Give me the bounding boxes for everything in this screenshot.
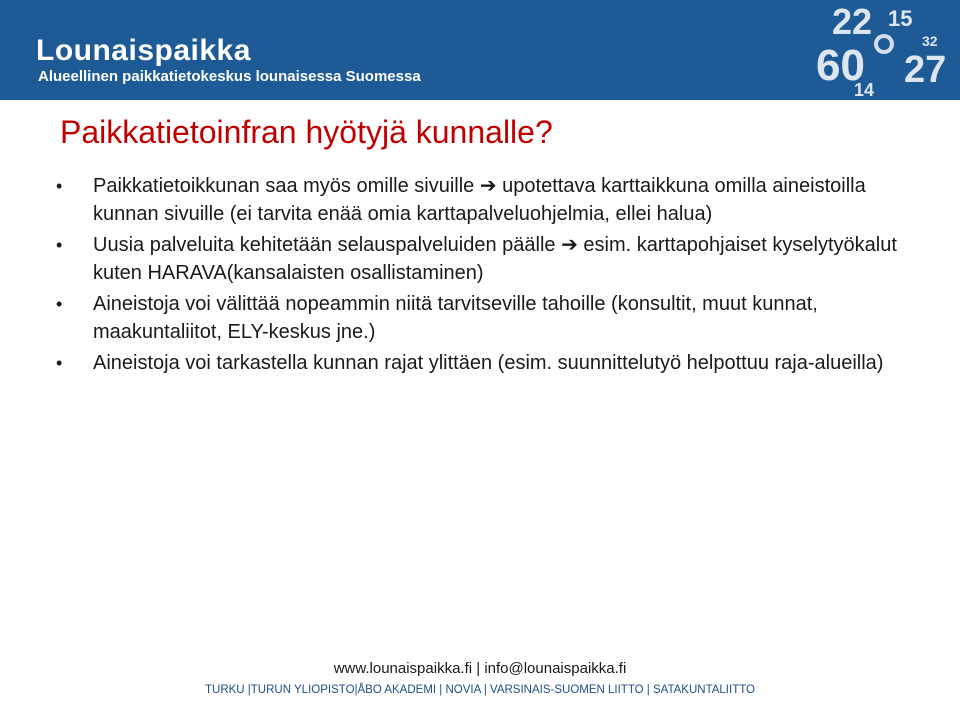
bullet-list [56,172,916,380]
decor-number: 15 [888,6,913,31]
decor-number: 60 [816,41,865,90]
bullet-item [56,290,916,346]
decorative-numbers-graphic [810,0,960,100]
footer-partners: TURKU |TURUN YLIOPISTO|ÅBO AKADEMI | NOVIA | VARSINAIS-SUOMEN LIITTO | SATAKUNTALIITTO [204,684,755,696]
bullet-dot: • [56,235,63,255]
decor-number: 14 [854,80,875,100]
decor-number: 27 [904,49,947,91]
bullet-dot: • [56,176,63,196]
arrow-icon: ➔ [561,234,578,256]
bullet-text: Aineistoja voi välittää nopeammin niitä tarvitseville tahoille (konsultit, muut kunnat, maakuntaliitot, ELY-keskus jne.) [93,293,818,343]
bullet-item [56,349,916,377]
slide-title: Paikkatietoinfran hyötyjä kunnalle? [60,114,553,150]
decor-number: 22 [832,1,873,42]
bullet-text: Uusia palveluita kehitetään selauspalveluiden päälle [93,234,562,256]
footer-contact: www.lounaispaikka.fi | info@lounaispaikka.fi [333,660,627,677]
decor-number: 32 [922,33,938,49]
brand-logo-title: Lounaispaikka [36,34,251,67]
arrow-icon: ➔ [479,175,497,197]
bullet-dot: • [56,294,63,314]
bullet-item [56,231,916,287]
bullet-item [56,172,916,228]
bullet-text: esim. karttapohjaiset kyselytyökalut kuten HARAVA(kansalaisten osallistaminen) [93,234,897,284]
bullet-dot: • [56,353,63,373]
bullet-text: Aineistoja voi tarkastella kunnan rajat ylittäen (esim. suunnittelutyö helpottuu raja-alueilla) [93,352,884,374]
header-banner [0,0,960,100]
bullet-text: upotettava karttaikkuna omilla aineistoilla kunnan sivuille (ei tarvita enää omia karttapalveluohjelmia, ellei halua) [93,175,866,225]
bullet-text: Paikkatietoikkunan saa myös omille sivuille [93,175,480,197]
brand-subtitle: Alueellinen paikkatietokeskus lounaisessa Suomessa [38,68,421,85]
